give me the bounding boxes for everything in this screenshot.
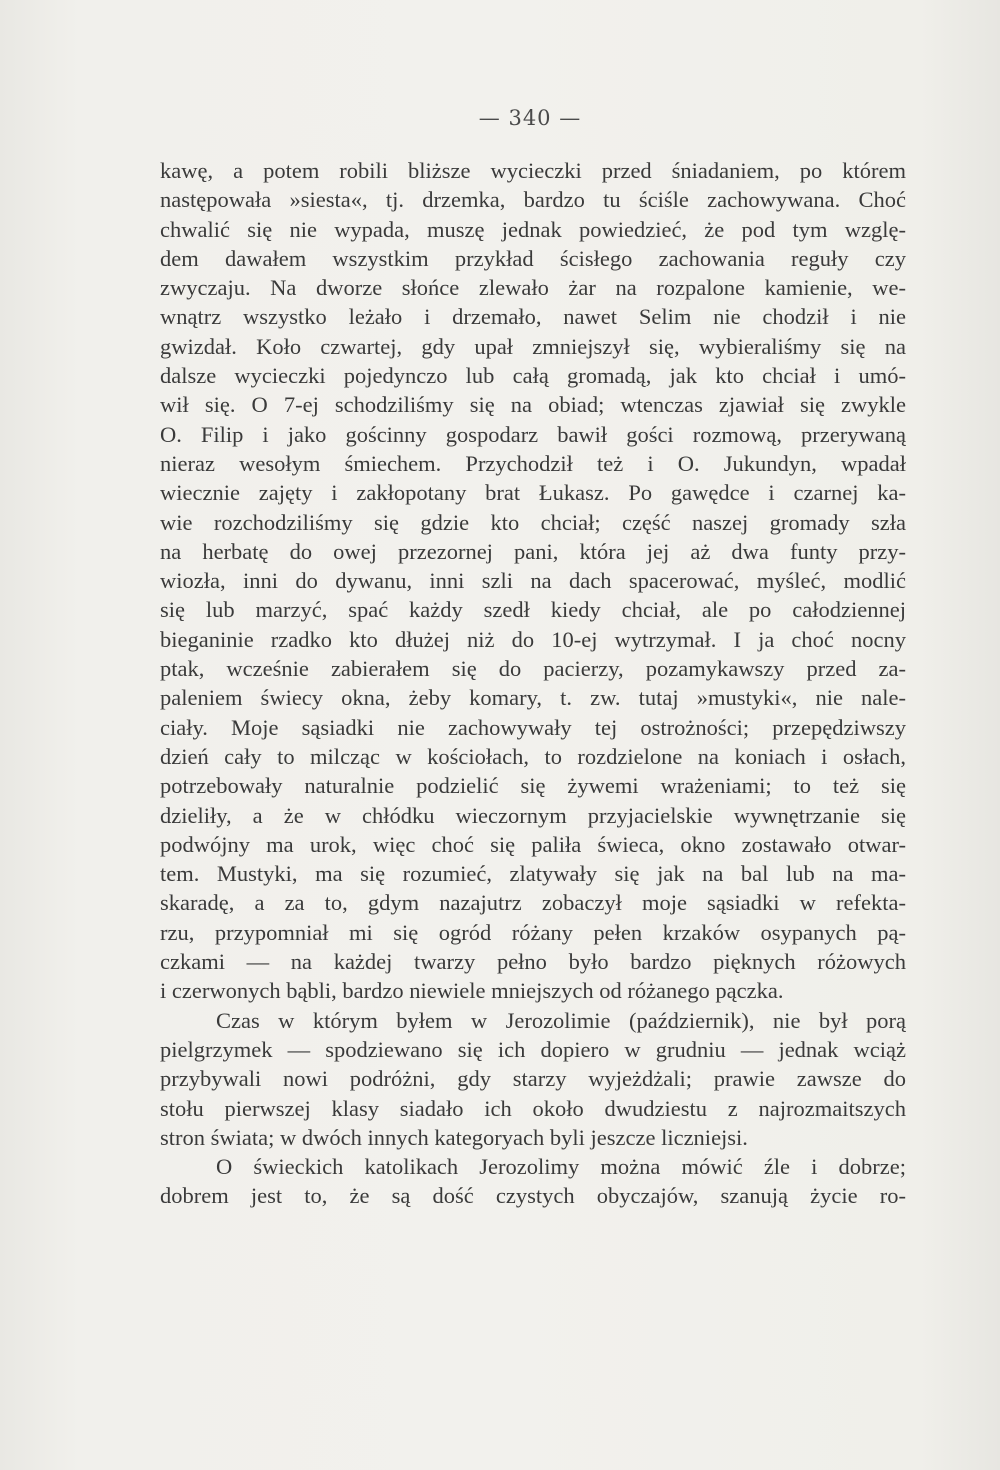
text-line: paleniem świecy okna, żeby komary, t. zw. tutaj »mustyki«, nie nale- <box>160 685 906 711</box>
text-line: przybywali nowi podróżni, gdy starzy wyjeżdżali; prawie zawsze do <box>160 1066 906 1092</box>
text-line: dem dawałem wszystkim przykład ścisłego zachowania reguły czy <box>160 245 906 271</box>
page-number: — 340 — <box>478 106 582 130</box>
text-line: stołu pierwszej klasy siadało ich około dwudziestu z najrozmaitszych <box>160 1095 906 1121</box>
text-line: się lub marzyć, spać każdy szedł kiedy chciał, ale po całodziennej <box>160 597 906 623</box>
text-line: dalsze wycieczki pojedynczo lub całą gromadą, jak kto chciał i umó- <box>160 363 906 389</box>
text-line: wnątrz wszystko leżało i drzemało, nawet Selim nie chodził i nie <box>160 304 906 330</box>
text-line: chwalić się nie wypada, muszę jednak powiedzieć, że pod tym wzglę- <box>160 216 906 242</box>
text-line: ptak, wcześnie zabierałem się do pacierzy, pozamykawszy przed za- <box>160 656 906 682</box>
text-line: stron świata; w dwóch innych kategoryach byli jeszcze liczniejsi. <box>160 1124 748 1150</box>
text-line: dzień cały to milcząc w kościołach, to rozdzielone na koniach i osłach, <box>160 743 906 769</box>
text-line: Czas w którym byłem w Jerozolimie (październik), nie był porą <box>216 1007 906 1033</box>
text-line: następowała »siesta«, tj. drzemka, bardzo tu ściśle zachowywana. Choć <box>160 187 906 213</box>
text-line: ciały. Moje sąsiadki nie zachowywały tej ostrożności; przepędziwszy <box>160 714 906 740</box>
text-line: wiecznie zajęty i zakłopotany brat Łukasz. Po gawędce i czarnej ka- <box>160 480 906 506</box>
text-line: pielgrzymek — spodziewano się ich dopiero w grudniu — jednak wciąż <box>160 1036 906 1062</box>
text-line: O. Filip i jako gościnny gospodarz bawił gości rozmową, przerywaną <box>160 421 906 447</box>
text-line: skaradę, a za to, gdym nazajutrz zobaczył moje sąsiadki w refekta- <box>160 890 906 916</box>
text-line: dzieliły, a że w chłódku wieczornym przyjacielskie wywnętrzanie się <box>160 802 906 828</box>
text-line: potrzebowały naturalnie podzielić się żywemi wrażeniami; to też się <box>160 773 906 799</box>
text-line: czkami — na każdej twarzy pełno było bardzo pięknych różowych <box>160 949 906 975</box>
body-text <box>160 156 906 1211</box>
text-line: gwizdał. Koło czwartej, gdy upał zmniejszył się, wybieraliśmy się na <box>160 333 906 359</box>
text-line: wiozła, inni do dywanu, inni szli na dach spacerować, myśleć, modlić <box>160 568 906 594</box>
text-line: tem. Mustyki, ma się rozumieć, zlatywały się jak na bal lub na ma- <box>160 861 906 887</box>
text-line: dobrem jest to, że są dość czystych obyczajów, szanują życie ro- <box>160 1183 906 1209</box>
text-line: kawę, a potem robili bliższe wycieczki przed śniadaniem, po którem <box>160 158 906 183</box>
text-line: i czerwonych bąbli, bardzo niewiele mniejszych od różanego pączka. <box>160 978 784 1004</box>
text-line: nieraz wesołym śmiechem. Przychodził też i O. Jukundyn, wpadał <box>160 450 906 476</box>
text-line: bieganinie rzadko kto dłużej niż do 10-ej wytrzymał. I ja choć nocny <box>160 626 906 652</box>
text-line: O świeckich katolikach Jerozolimy można mówić źle i dobrze; <box>216 1154 906 1180</box>
text-line: wie rozchodziliśmy się gdzie kto chciał; część naszej gromady szła <box>160 509 906 535</box>
text-line: na herbatę do owej przezornej pani, która jej aż dwa funty przy- <box>160 538 906 564</box>
text-line: rzu, przypomniał mi się ogród różany pełen krzaków osypanych pą- <box>160 919 906 945</box>
text-line: wił się. O 7-ej schodziliśmy się na obiad; wtenczas zjawiał się zwykle <box>160 392 906 418</box>
text-line: zwyczaju. Na dworze słońce zlewało żar na rozpalone kamienie, we- <box>160 275 906 301</box>
text-line: podwójny ma urok, więc choć się paliła świeca, okno zostawało otwar- <box>160 831 906 857</box>
